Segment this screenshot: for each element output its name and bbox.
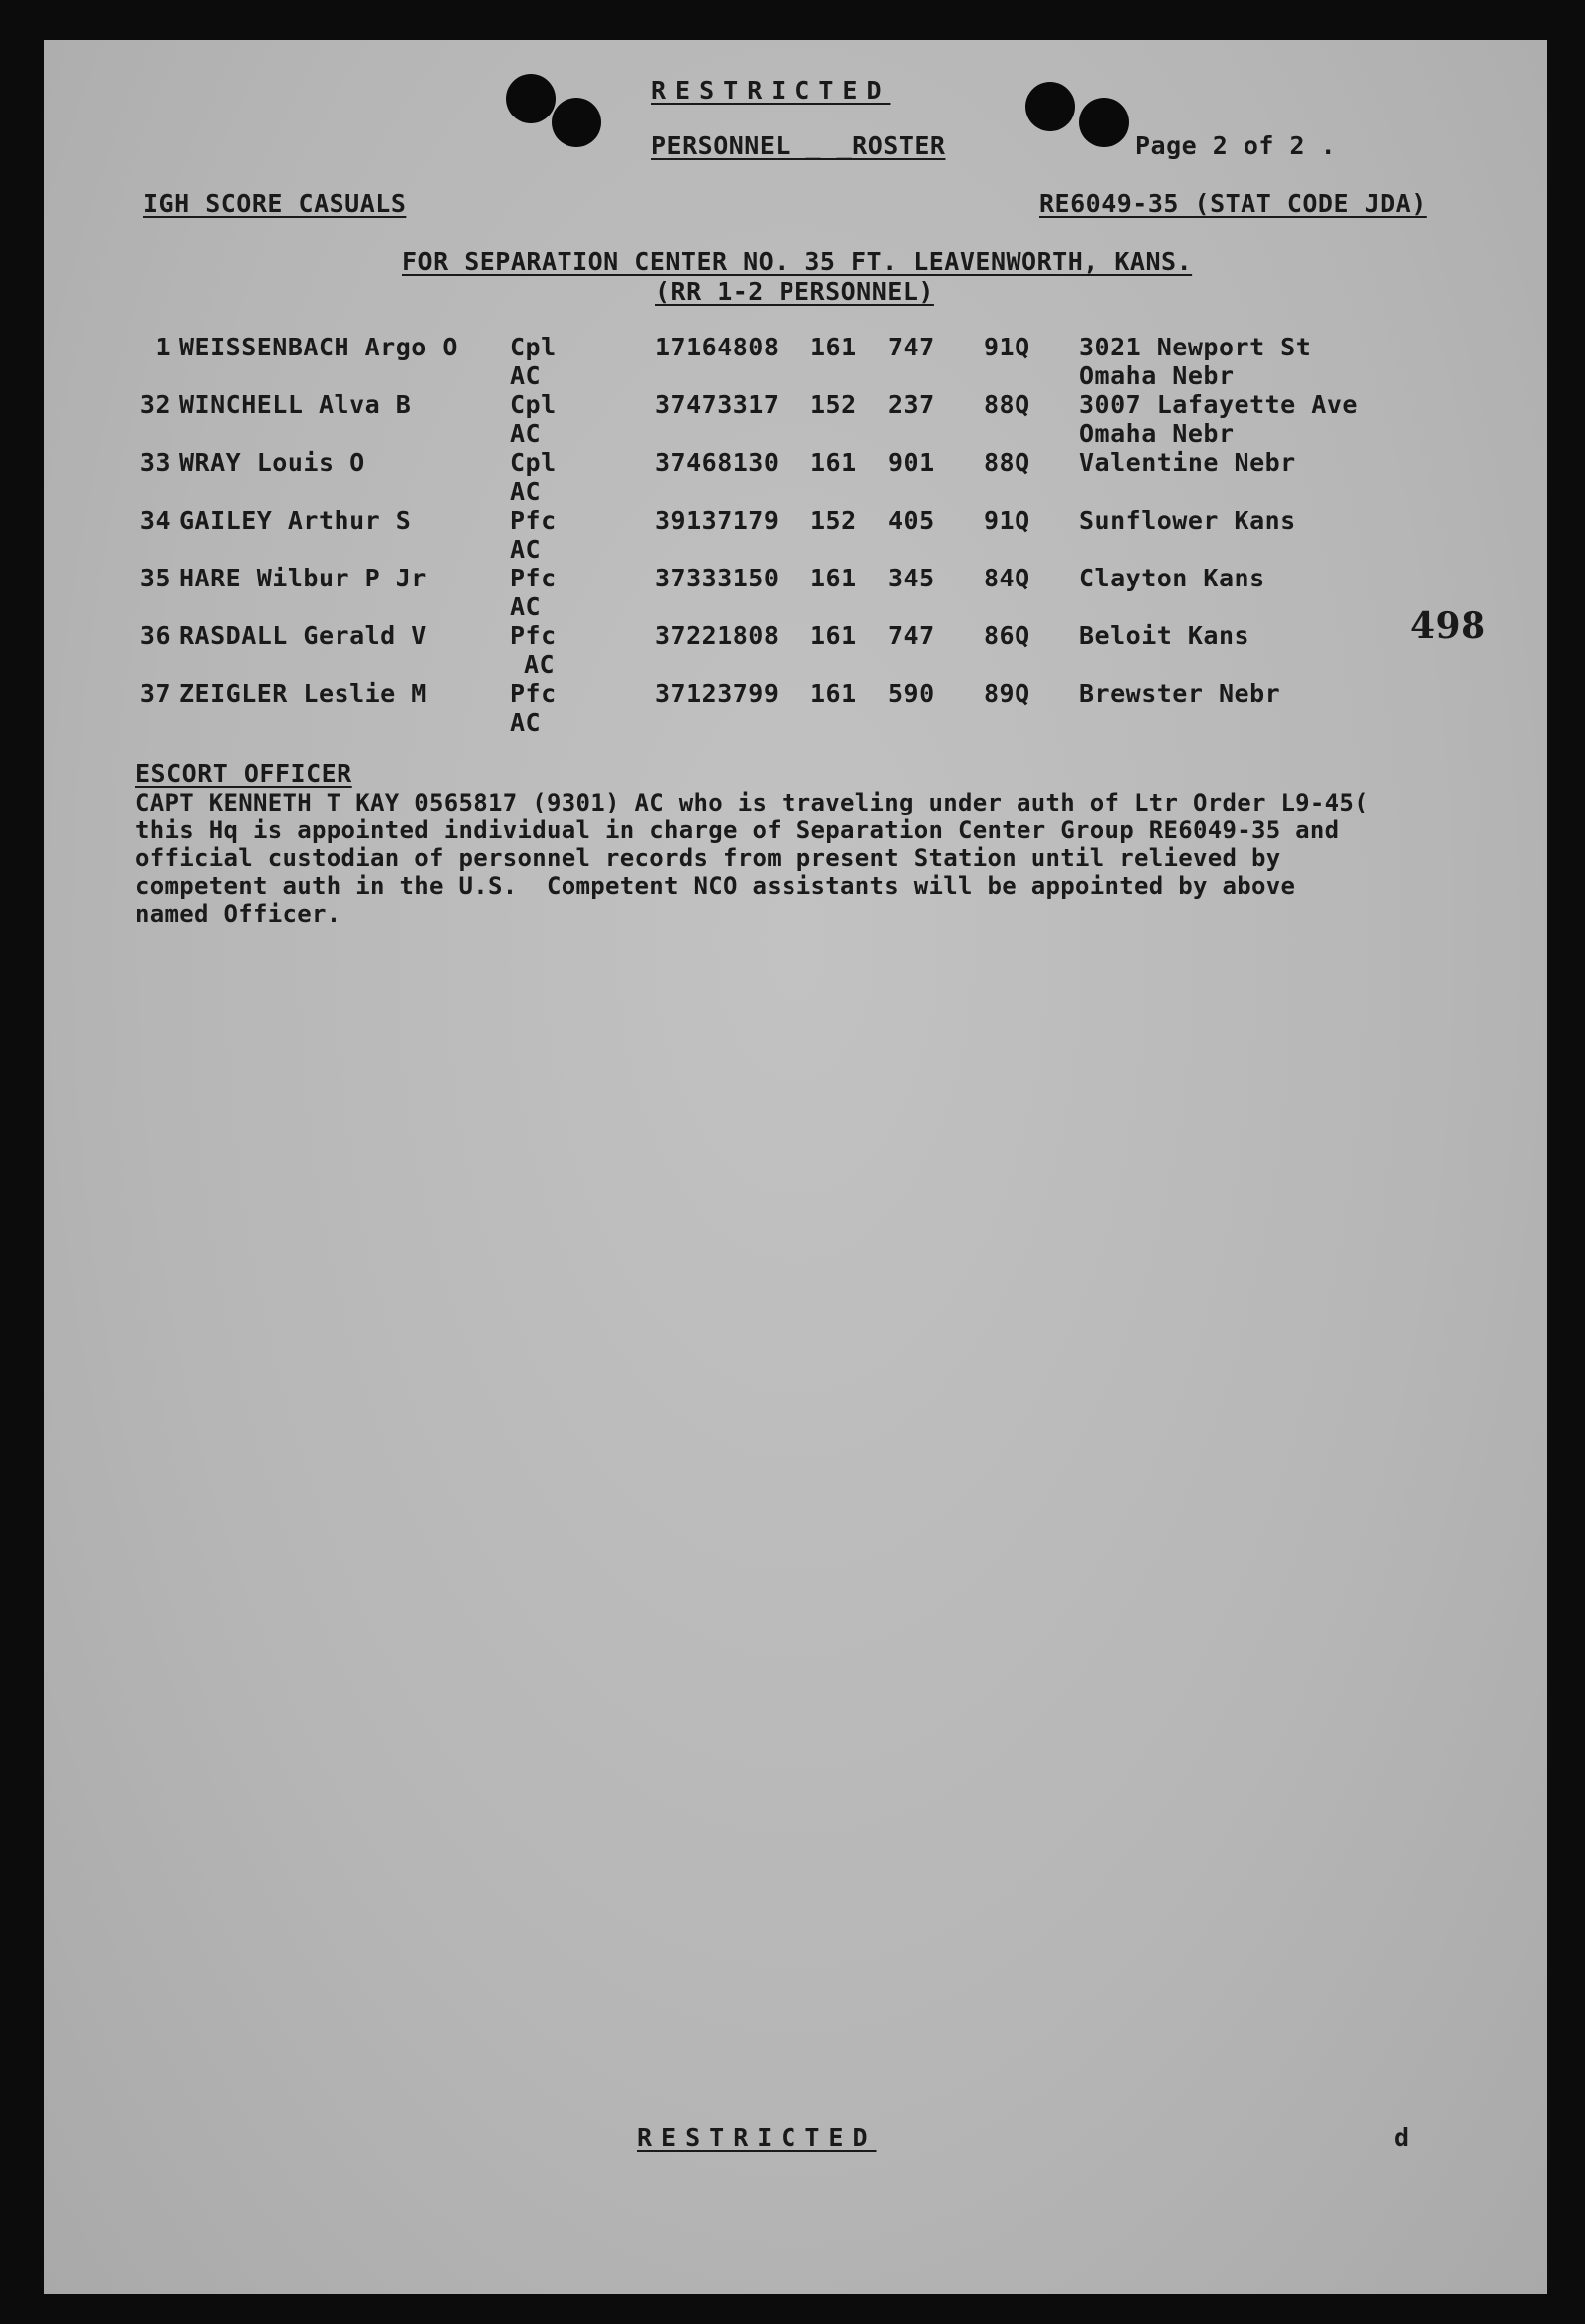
document-sheet <box>44 40 1547 2294</box>
serial-number: 37333150 <box>655 564 780 592</box>
score-col-2: 747 <box>888 621 935 650</box>
branch: AC <box>524 650 556 679</box>
escort-heading: ESCORT OFFICER <box>135 759 352 788</box>
branch: AC <box>510 535 542 564</box>
score-col-2: 345 <box>888 564 935 592</box>
soldier-name: RASDALL Gerald V <box>179 621 427 650</box>
restricted-top: RESTRICTED <box>651 76 891 105</box>
roster-row <box>44 679 1547 737</box>
rank: Cpl <box>510 448 557 477</box>
score-col-2: 747 <box>888 333 935 361</box>
branch: AC <box>510 361 542 390</box>
rank: Pfc <box>510 506 557 535</box>
soldier-name: WRAY Louis O <box>179 448 365 477</box>
roster-row <box>44 564 1547 621</box>
mos-code: 86Q <box>984 621 1030 650</box>
soldier-name: ZEIGLER Leslie M <box>179 679 427 708</box>
score-col-1: 152 <box>810 390 857 419</box>
punch-hole-left-a <box>506 74 556 123</box>
roster-row <box>44 621 1547 679</box>
roster-row <box>44 390 1547 448</box>
branch: AC <box>510 477 542 506</box>
branch: AC <box>510 419 542 448</box>
score-col-1: 161 <box>810 333 857 361</box>
address-line-1: 3021 Newport St <box>1079 333 1312 361</box>
escort-line: official custodian of personnel records from present Station until relieved by <box>135 844 1281 872</box>
group-code: RE6049-35 (STAT CODE JDA) <box>1039 189 1427 218</box>
address-line-1: Sunflower Kans <box>1079 506 1296 535</box>
score-col-2: 901 <box>888 448 935 477</box>
roster-row <box>44 333 1547 390</box>
mos-code: 88Q <box>984 390 1030 419</box>
restricted-bottom: RESTRICTED <box>637 2123 877 2152</box>
address-line-1: Brewster Nebr <box>1079 679 1281 708</box>
branch: AC <box>510 592 542 621</box>
mos-code: 88Q <box>984 448 1030 477</box>
soldier-name: WINCHELL Alva B <box>179 390 412 419</box>
punch-hole-left-b <box>552 98 601 147</box>
serial-number: 39137179 <box>655 506 780 535</box>
destination-line: FOR SEPARATION CENTER NO. 35 FT. LEAVENWORTH, KANS. <box>402 247 1193 276</box>
mos-code: 91Q <box>984 506 1030 535</box>
row-number: 35 <box>139 564 171 592</box>
score-col-1: 161 <box>810 448 857 477</box>
punch-hole-right-b <box>1079 98 1129 147</box>
address-line-1: 3007 Lafayette Ave <box>1079 390 1358 419</box>
row-number: 32 <box>139 390 171 419</box>
personnel-subtitle: (RR 1-2 PERSONNEL) <box>655 277 934 306</box>
roster-row <box>44 448 1547 506</box>
row-number: 1 <box>155 333 171 361</box>
soldier-name: GAILEY Arthur S <box>179 506 412 535</box>
page-label: Page 2 of 2 . <box>1135 131 1337 160</box>
serial-number: 37473317 <box>655 390 780 419</box>
escort-line: CAPT KENNETH T KAY 0565817 (9301) AC who is traveling under auth of Ltr Order L9-45( <box>135 789 1369 816</box>
address-line-1: Valentine Nebr <box>1079 448 1296 477</box>
score-col-1: 152 <box>810 506 857 535</box>
punch-hole-right-a <box>1025 82 1075 131</box>
score-col-2: 590 <box>888 679 935 708</box>
escort-line: this Hq is appointed individual in charge of Separation Center Group RE6049-35 and <box>135 816 1340 844</box>
address-line-1: Beloit Kans <box>1079 621 1250 650</box>
soldier-name: HARE Wilbur P Jr <box>179 564 427 592</box>
rank: Cpl <box>510 390 557 419</box>
score-col-2: 237 <box>888 390 935 419</box>
score-col-2: 405 <box>888 506 935 535</box>
rank: Pfc <box>510 564 557 592</box>
score-col-1: 161 <box>810 621 857 650</box>
score-col-1: 161 <box>810 679 857 708</box>
mos-code: 89Q <box>984 679 1030 708</box>
row-number: 34 <box>139 506 171 535</box>
corner-mark: d <box>1394 2123 1410 2152</box>
serial-number: 37123799 <box>655 679 780 708</box>
branch: AC <box>510 708 542 737</box>
casuals-title: IGH SCORE CASUALS <box>143 189 407 218</box>
serial-number: 37468130 <box>655 448 780 477</box>
soldier-name: WEISSENBACH Argo O <box>179 333 458 361</box>
row-number: 36 <box>139 621 171 650</box>
row-number: 37 <box>139 679 171 708</box>
address-line-2: Omaha Nebr <box>1079 361 1235 390</box>
stamp-number: 498 <box>1410 605 1486 647</box>
escort-line: named Officer. <box>135 900 341 928</box>
address-line-2: Omaha Nebr <box>1079 419 1235 448</box>
mos-code: 84Q <box>984 564 1030 592</box>
roster-row <box>44 506 1547 564</box>
row-number: 33 <box>139 448 171 477</box>
rank: Cpl <box>510 333 557 361</box>
escort-line: competent auth in the U.S. Competent NCO assistants will be appointed by above <box>135 872 1296 900</box>
roster-title: PERSONNEL _ _ROSTER <box>651 131 946 160</box>
serial-number: 37221808 <box>655 621 780 650</box>
rank: Pfc <box>510 621 557 650</box>
address-line-1: Clayton Kans <box>1079 564 1265 592</box>
rank: Pfc <box>510 679 557 708</box>
serial-number: 17164808 <box>655 333 780 361</box>
mos-code: 91Q <box>984 333 1030 361</box>
score-col-1: 161 <box>810 564 857 592</box>
